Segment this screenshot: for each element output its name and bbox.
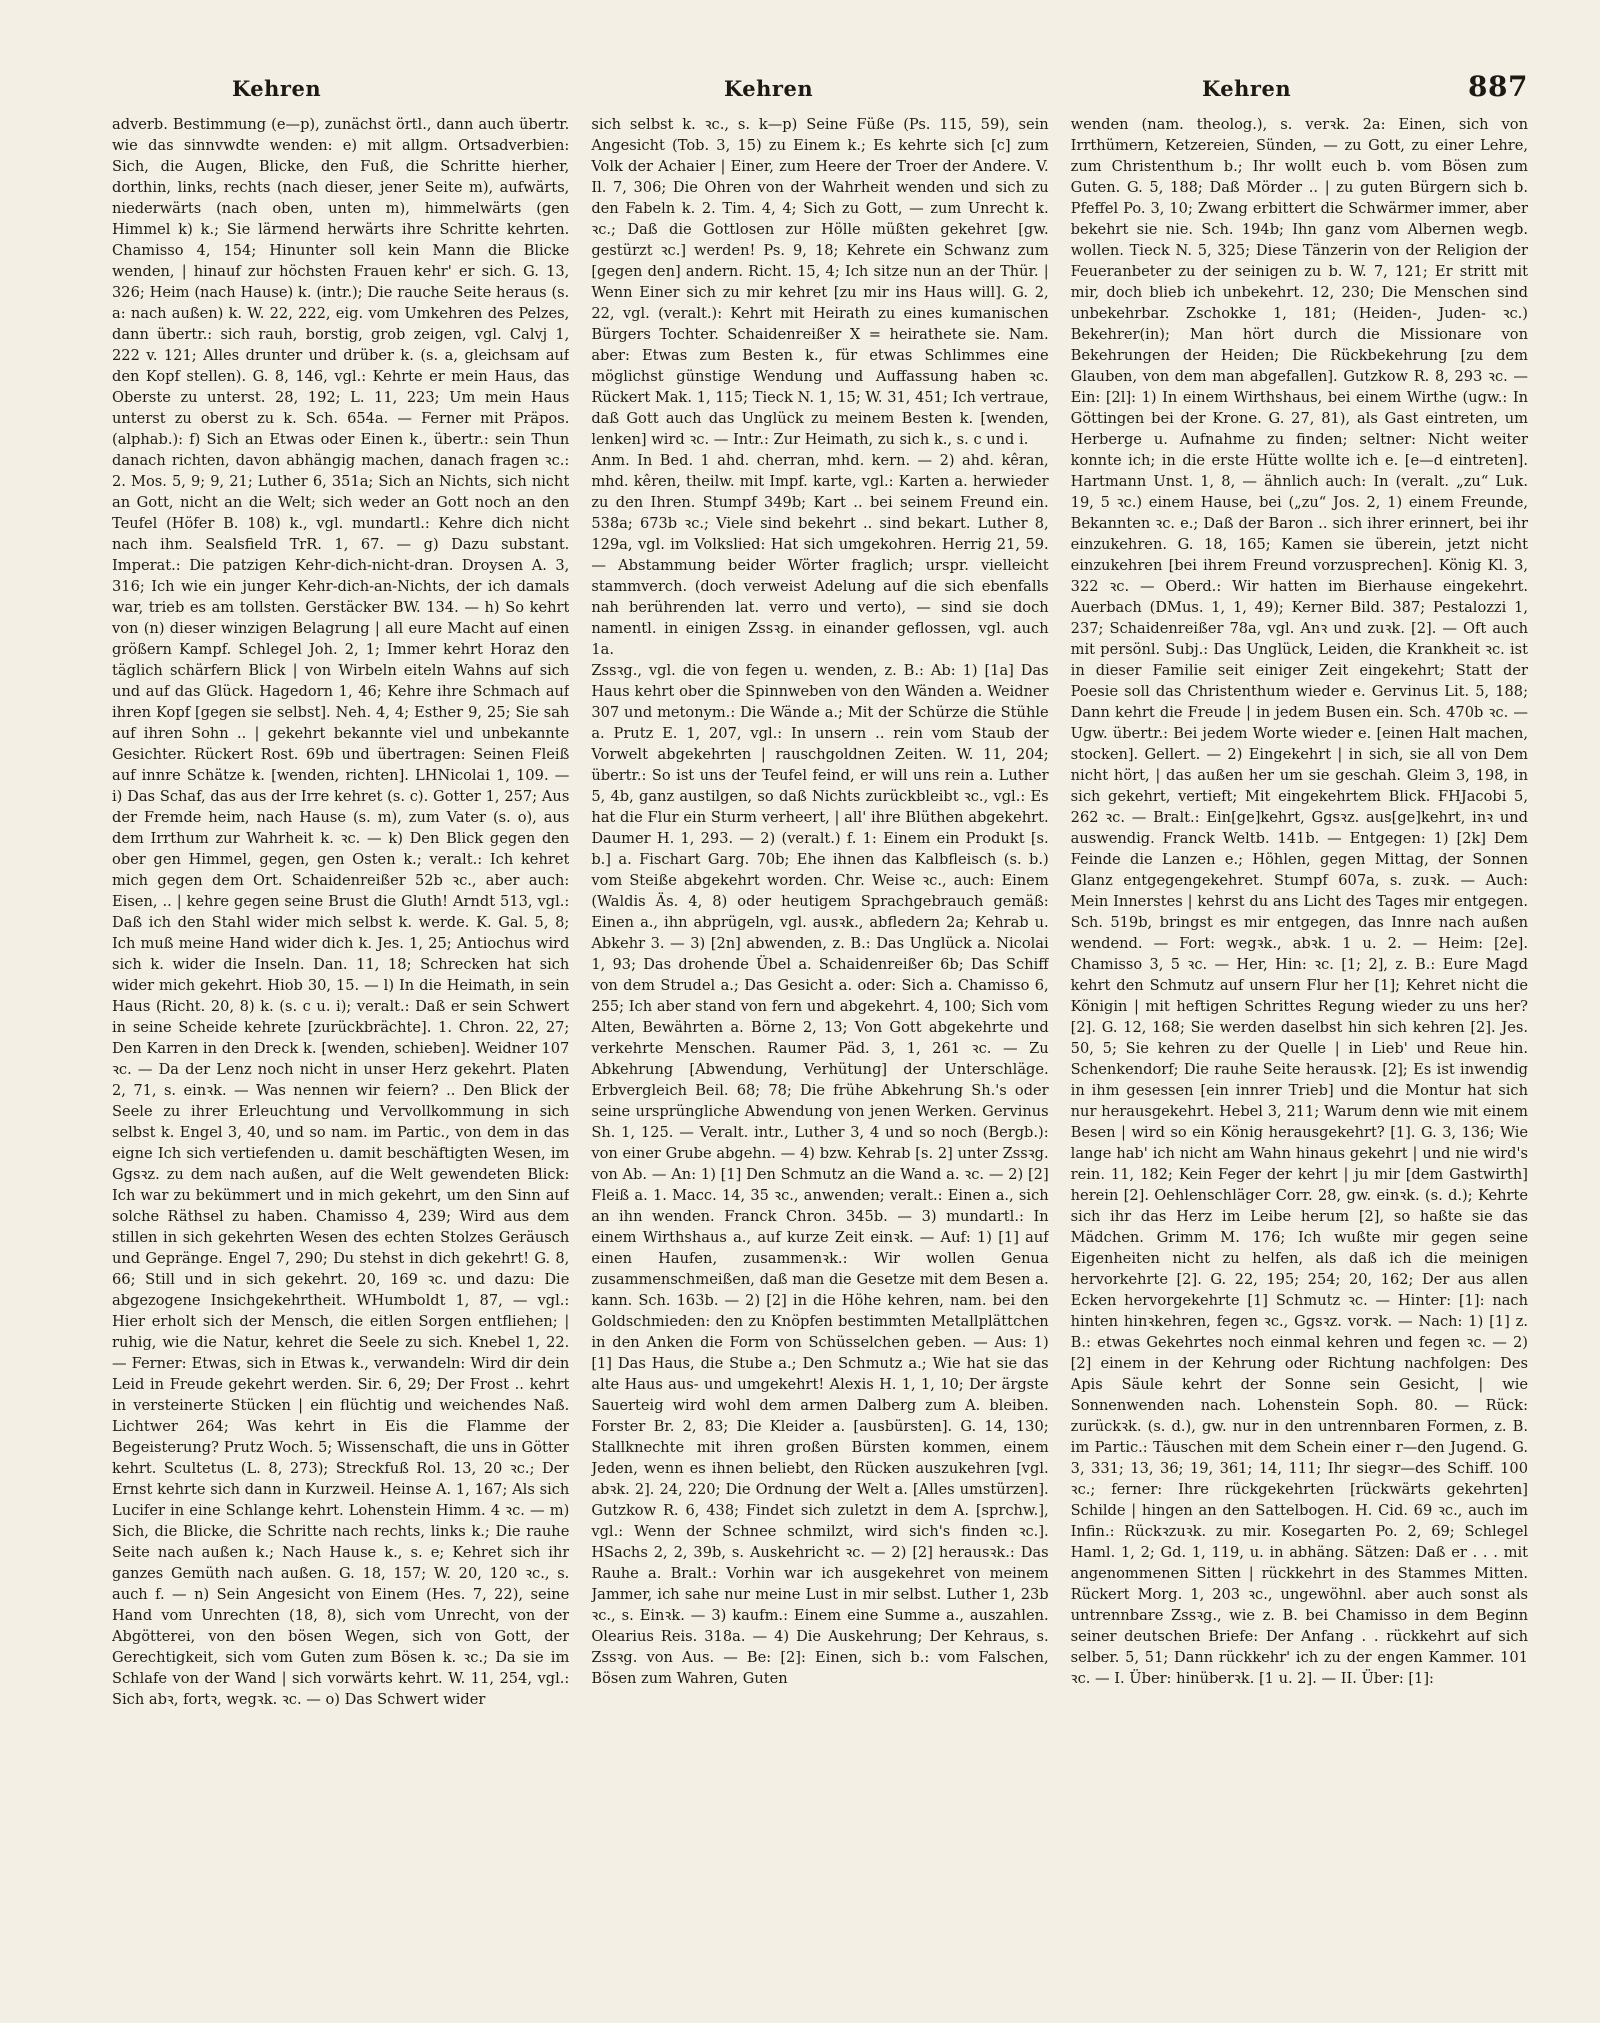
running-head-center: Kehren: [724, 76, 814, 101]
column-middle-text-1: sich selbst k. ꝛc., s. k—p) Seine Füße (Ps. 115, 59), sein Angesicht (Tob. 3, 15) zu Einem k.; Es kehrte sich [c] zum Volk der Achaier | Einer, zum Heere der Troer der Andere. V. Il. 7, 306; Die Ohren von der Wahrheit wenden und sich zu den Fabeln k. 2. Tim. 4, 4; Sich zu Gott, — zum Unrecht k. ꝛc.; Daß die Gottlosen zur Hölle müßten gekehret [gw. gestürzt ꝛc.] werden! Ps. 9, 18; Kehrete ein Schwanz zum [gegen den] andern. Richt. 15, 4; Ich sitze nun an der Thür. | Wenn Einer sich zu mir kehret [zu mir ins Haus will]. G. 2, 22, vgl. (veralt.): Kehrt mit Heirath zu eines kumanischen Bürgers Tochter. Schaidenreißer X = heirathete sie. Nam. aber: Etwas zum Besten k., für etwas Schlimmes eine möglichst günstige Wendung und Auffassung haben ꝛc. Rückert Mak. 1, 115; Tieck N. 1, 15; W. 31, 451; Ich vertraue, daß Gott auch das Unglück zu meinem Besten k. [wenden, lenken] wird ꝛc. — Intr.: Zur Heimath, zu sich k., s. c und i.: [591, 116, 1049, 448]
column-middle-text-3: Zssꝛg., vgl. die von fegen u. wenden, z. B.: Ab: 1) [1a] Das Haus kehrt ober die Spinnweben von den Wänden a. Weidner 307 und metonym.: Die Wände a.; Mit der Schürze die Stühle a. Prutz E. 1, 207, vgl.: In unsern .. rein vom Staub der Vorwelt abgekehrten | rauschgoldnen Zeiten. W. 11, 204; übertr.: So ist uns der Teufel feind, er will uns rein a. Luther 5, 4b, ganz austilgen, so daß Nichts zurückbleibt ꝛc., vgl.: Es hat die Flur ein Sturm verheert, | all' ihre Blüthen abgekehrt. Daumer H. 1, 293. — 2) (veralt.) f. 1: Einem ein Produkt [s. b.] a. Fischart Garg. 70b; Ehe ihnen das Kalbfleisch (s. b.) vom Steiße abgekehrt worden. Chr. Weise ꝛc., auch: Einem (Waldis Äs. 4, 8) oder heutigem Sprachgebrauch gemäß: Einen a., ihn abprügeln, vgl. ausꝛk., abfledern 2a; Kehrab u. Abkehr 3. — 3) [2n] abwenden, z. B.: Das Unglück a. Nicolai 1, 93; Das drohende Übel a. Schaidenreißer 6b; Das Schiff von dem Strudel a.; Das Gesicht a. oder: Sich a. Chamisso 6, 255; Ich aber stand von fern und abgekehrt. 4, 100; Sich vom Alten, Bewährten a. Börne 2, 13; Von Gott abgekehrte und verkehrte Menschen. Raumer Päd. 3, 1, 261 ꝛc. — Zu Abkehrung [Abwendung, Verhütung] der Unterschläge. Erbvergleich Beil. 68; 78; Die frühe Abkehrung Sh.'s oder seine ursprüngliche Abwendung von jenen Werken. Gervinus Sh. 1, 125. — Veralt. intr., Luther 3, 4 und so noch (Bergb.): von einer Grube abgehn. — 4) bzw. Kehrab [s. 2] unter Zssꝛg. von Ab. — An: 1) [1] Den Schmutz an die Wand a. ꝛc. — 2) [2] Fleiß a. 1. Macc. 14, 35 ꝛc., anwenden; veralt.: Einen a., sich an ihn wenden. Franck Chron. 345b. — 3) mundartl.: In einem Wirthshaus a., auf kurze Zeit einꝛk. — Auf: 1) [1] auf einen Haufen, zusammenꝛk.: Wir wollen Genua zusammenschmeißen, daß man die Gesetze mit dem Besen a. kann. Sch. 163b. — 2) [2] in die Höhe kehren, nam. bei den Goldschmieden: den zu Knöpfen bestimmten Metallplättchen in den Anken die Form von Schüsselchen geben. — Aus: 1) [1] Das Haus, die Stube a.; Den Schmutz a.; Wie hat sie das alte Haus aus- und umgekehrt! Alexis H. 1, 1, 10; Der ärgste Sauerteig wird wohl dem armen Dalberg zum A. bleiben. Forster Br. 2, 83; Die Kleider a. [ausbürsten]. G. 14, 130; Stallknechte mit ihren großen Bürsten kommen, einem Jeden, wenn es ihnen beliebt, den Rücken auszukehren [vgl. abꝛk. 2]. 24, 220; Die Ordnung der Welt a. [Alles umstürzen]. Gutzkow R. 6, 438; Findet sich zuletzt in dem A. [sprchw.], vgl.: Wenn der Schnee schmilzt, wird sich's finden ꝛc.]. HSachs 2, 2, 39b, s. Auskehricht ꝛc. — 2) [2] herausꝛk.: Das Rauhe a. Bralt.: Vorhin war ich ausgekehret von meinem Jammer, ich sahe nur meine Lust in mir selbst. Luther 1, 23b ꝛc., s. Einꝛk. — 3) kaufm.: Einem eine Summe a., auszahlen. Olearius Reis. 318a. — 4) Die Auskehrung; Der Kehraus, s. Zssꝛg. von Aus. — Be: [2]: Einen, sich b.: vom Falschen, Bösen zum Wahren, Guten: [591, 662, 1049, 1687]
column-right: [1071, 114, 1528, 1994]
running-head-left: Kehren: [232, 76, 322, 101]
column-right-text: wenden (nam. theolog.), s. verꝛk. 2a: Einen, sich von Irrthümern, Ketzereien, Sünden, — zu Gott, zu einer Lehre, zum Christenthum b.; Ihr wollt euch b. vom Bösen zum Guten. G. 5, 188; Daß Mörder .. | zu guten Bürgern sich b. Pfeffel Po. 3, 10; Zwang erbittert die Schwärmer immer, aber bekehrt sie nie. Sch. 194b; Ihn ganz vom Albernen wegb. wollen. Tieck N. 5, 325; Diese Tänzerin von der Religion der Feueranbeter zu der seinigen zu b. W. 7, 121; Er stritt mit mir, doch blieb ich unbekehrt. 12, 230; Die Menschen sind unbekehrbar. Zschokke 1, 181; (Heiden-, Juden- ꝛc.) Bekehrer(in); Man hört durch die Missionare von Bekehrungen der Heiden; Die Rückbekehrung [zu dem Glauben, von dem man abgefallen]. Gutzkow R. 8, 293 ꝛc. — Ein: [2l]: 1) In einem Wirthshaus, bei einem Wirthe (ugw.: In Göttingen bei der Krone. G. 27, 81), als Gast eintreten, um Herberge u. Aufnahme zu finden; seltner: Nicht weiter konnte ich; in die erste Hütte wollte ich e. [e—d eintreten]. Hartmann Unst. 1, 8, — ähnlich auch: In (veralt. „zu“ Luk. 19, 5 ꝛc.) einem Hause, bei („zu“ Jos. 2, 1) einem Freunde, Bekannten ꝛc. e.; Daß der Baron .. sich ihrer erinnert, bei ihr einzukehren. G. 18, 165; Kamen sie überein, jetzt nicht einzukehren [bei ihrem Freund vorzusprechen]. König Kl. 3, 322 ꝛc. — Oberd.: Wir hatten im Bierhause eingekehrt. Auerbach (DMus. 1, 1, 49); Kerner Bild. 387; Pestalozzi 1, 237; Schaidenreißer 78a, vgl. Anꝛ und zuꝛk. [2]. — Oft auch mit persönl. Subj.: Das Unglück, Leiden, die Krankheit ꝛc. ist in dieser Familie seit einiger Zeit eingekehrt; Statt der Poesie soll das Christenthum wieder e. Gervinus Lit. 5, 188; Dann kehrt die Freude | in jedem Busen ein. Sch. 470b ꝛc. — Ugw. übertr.: Bei jedem Worte wieder e. [einen Halt machen, stocken]. Gellert. — 2) Eingekehrt | in sich, sie all von Dem nicht hört, | das außen her um sie geschah. Gleim 3, 198, in sich gekehrt, vertieft; Mit eingekehrtem Blick. FHJacobi 5, 262 ꝛc. — Bralt.: Ein[ge]kehrt, Ggsꝛz. aus[ge]kehrt, inꝛ und auswendig. Franck Weltb. 141b. — Entgegen: 1) [2k] Dem Feinde die Lanzen e.; Höhlen, gegen Mittag, der Sonnen Glanz entgegengekehret. Stumpf 607a, s. zuꝛk. — Auch: Mein Innerstes | kehrst du ans Licht des Tages mir entgegen. Sch. 519b, bringst es mir entgegen, das Innre nach außen wendend. — Fort: wegꝛk., abꝛk. 1 u. 2. — Heim: [2e]. Chamisso 3, 5 ꝛc. — Her, Hin: ꝛc. [1; 2], z. B.: Eure Magd kehrt den Schmutz auf unsern Flur her [1]; Kehret nicht die Königin | mit heftigen Schrittes Regung wieder zu uns her? [2]. G. 12, 168; Sie werden daselbst hin sich kehren [2]. Jes. 50, 5; Sie kehren zu der Quelle | in Lieb' und Reue hin. Schenkendorf; Die rauhe Seite herausꝛk. [2]; Es ist inwendig in ihm gesessen [ein innrer Trieb] und die Montur hat sich nur herausgekehrt. Hebel 3, 211; Warum denn wie mit einem Besen | wird so ein König herausgekehrt? [1]. G. 3, 136; Wie lange hab' ich nicht am Wahn hinaus gekehrt | und nie wird's rein. 11, 182; Kein Feger der kehrt | ju mir [dem Gastwirth] herein [2]. Oehlenschläger Corr. 28, gw. einꝛk. (s. d.); Kehrte sich ihr das Herz im Leibe herum [2], so haßte sie das Mädchen. Grimm M. 176; Ich wußte mir gegen seine Eigenheiten nicht zu helfen, als daß ich die meinigen hervorkehrte [2]. G. 22, 195; 254; 20, 162; Der aus allen Ecken hervorgekehrte [1] Schmutz ꝛc. — Hinter: [1]: nach hinten hinꝛkehren, fegen ꝛc., Ggsꝛz. vorꝛk. — Nach: 1) [1] z. B.: etwas Gekehrtes noch einmal kehren und fegen ꝛc. — 2) [2] einem in der Kehrung oder Richtung nachfolgen: Des Apis Säule kehrt der Sonne sein Gesicht, | wie Sonnenwenden nach. Lohenstein Soph. 80. — Rück: zurückꝛk. (s. d.), gw. nur in den untrennbaren Formen, z. B. im Partic.: Täuschen mit dem Schein einer r—den Jugend. G. 3, 331; 13, 36; 19, 361; 14, 111; Ihr siegꝛr—des Schiff. 100 ꝛc.; ferner: Ihre rückgekehrten [rückwärts gekehrten] Schilde | hingen an den Sattelbogen. H. Cid. 69 ꝛc., auch im Infin.: Rückꝛzuꝛk. zu mir. Kosegarten Po. 2, 69; Schlegel Haml. 1, 2; Gd. 1, 119, u. in abhäng. Sätzen: Daß er . . . mit angenommenen Sitten | rückkehrt in des Stammes Mitten. Rückert Morg. 1, 203 ꝛc., ungewöhnl. aber auch sonst als untrennbare Zssꝛg., wie z. B. bei Chamisso in dem Beginn seiner deutschen Briefe: Der Anfang . . rückkehrt auf sich selber. 5, 51; Dann rückkehr' ich zu der engen Kammer. 101 ꝛc. — I. Über: hinüberꝛk. [1 u. 2]. — II. Über: [1]:: [1070, 116, 1528, 1687]
page-header: [112, 70, 1528, 114]
column-left: [112, 114, 569, 1994]
running-head-right: Kehren: [1202, 76, 1292, 101]
column-middle: [591, 114, 1048, 1994]
column-middle-text-2: Anm. In Bed. 1 ahd. cherran, mhd. kern. — 2) ahd. kêran, mhd. kêren, theilw. mit Impf. karte, vgl.: Karten a. herwieder zu den Ihren. Stumpf 349b; Kart .. bei seinem Freund ein. 538a; 673b ꝛc.; Viele sind bekehrt .. sind bekart. Luther 8, 129a, vgl. im Volkslied: Hat sich umgekohren. Herrig 21, 59. — Abstammung beider Wörter fraglich; urspr. vielleicht stammverch. (doch verweist Adelung auf die sich ebenfalls nah berührenden lat. verro und verto), — sind sie doch namentl. in einigen Zssꝛg. in einander geflossen, vgl. auch 1a.: [591, 452, 1049, 658]
text-columns: [112, 114, 1528, 1994]
column-left-text: adverb. Bestimmung (e—p), zunächst örtl., dann auch übertr. wie das sinnvwdte wenden: e) mit allgm. Ortsadverbien: Sich, die Augen, Blicke, den Fuß, die Schritte hierher, dorthin, links, rechts (nach dieser, jener Seite m), aufwärts, niederwärts (nach oben, unten m), himmelwärts (gen Himmel k) k.; Sie lärmend herwärts ihre Schritte kehrten. Chamisso 4, 154; Hinunter soll kein Mann die Blicke wenden, | hinauf zur höchsten Frauen kehr' er sich. G. 13, 326; Heim (nach Hause) k. (intr.); Die rauche Seite heraus (s. a: nach außen) k. W. 22, 222, eig. vom Umkehren des Pelzes, dann übertr.: sich rauh, borstig, grob zeigen, vgl. Calvj 1, 222 v. 121; Alles drunter und drüber k. (s. a, gleichsam auf den Kopf stellen). G. 8, 146, vgl.: Kehrte er mein Haus, das Oberste zu unterst. 28, 192; L. 11, 223; Um mein Haus unterst zu oberst zu k. Sch. 654a. — Ferner mit Präpos. (alphab.): f) Sich an Etwas oder Einen k., übertr.: sein Thun danach richten, davon abhängig machen, danach fragen ꝛc.: 2. Mos. 5, 9; 9, 21; Luther 6, 351a; Sich an Nichts, sich nicht an Gott, nicht an die Welt; sich weder an Gott noch an den Teufel (Höfer B. 108) k., vgl. mundartl.: Kehre dich nicht nach ihm. Sealsfield TrR. 1, 67. — g) Dazu substant. Imperat.: Die patzigen Kehr-dich-nicht-dran. Droysen A. 3, 316; Ich wie ein junger Kehr-dich-an-Nichts, der ich damals war, trieb es am tollsten. Gerstäcker BW. 134. — h) So kehrt von (n) dieser winzigen Belagrung | all eure Macht auf einen größern Kampf. Schlegel Joh. 2, 1; Immer kehrt Horaz den täglich schärfern Blick | von Wirbeln eiteln Wahns auf sich und auf das Glück. Hagedorn 1, 46; Kehre ihre Schmach auf ihren Kopf [gegen sie selbst]. Neh. 4, 4; Esther 9, 25; Sie sah auf ihren Sohn .. | gekehrt bekannte viel und unbekannte Gesichter. Rückert Rost. 69b und übertragen: Seinen Fleiß auf innre Schätze k. [wenden, richten]. LHNicolai 1, 109. — i) Das Schaf, das aus der Irre kehret (s. c). Gotter 1, 257; Aus der Fremde heim, nach Hause (s. m), zum Vater (s. o), aus dem Irrthum zur Wahrheit k. ꝛc. — k) Den Blick gegen den ober gen Himmel, gegen, gen Osten k.; veralt.: Ich kehret mich gegen dem Ort. Schaidenreißer 52b ꝛc., aber auch: Eisen, .. | kehre gegen seine Brust die Gluth! Arndt 513, vgl.: Daß ich den Stahl wider mich selbst k. werde. K. Gal. 5, 8; Ich muß meine Hand wider dich k. Jes. 1, 25; Antiochus wird sich k. wider die Inseln. Dan. 11, 18; Schrecken hat sich wider mich gekehrt. Hiob 30, 15. — l) In die Heimath, in sein Haus (Richt. 20, 8) k. (s. c u. i); veralt.: Daß er sein Schwert in seine Scheide kehrete [zurückbrächte]. 1. Chron. 22, 27; Den Karren in den Dreck k. [wenden, schieben]. Weidner 107 ꝛc. — Da der Lenz noch nicht in unser Herz gekehrt. Platen 2, 71, s. einꝛk. — Was nennen wir feiern? .. Den Blick der Seele zu ihrer Erleuchtung und Vervollkommung in sich selbst k. Engel 3, 40, und so nam. im Partic., von dem in das eigne Ich sich vertiefenden u. damit beschäftigten Wesen, im Ggsꝛz. zu dem nach außen, auf die Welt gewendeten Blick: Ich war zu bekümmert und in mich gekehrt, um den Sinn auf solche Räthsel zu haben. Chamisso 4, 239; Wird aus dem stillen in sich gekehrten Wesen des echten Stolzes Geräusch und Gepränge. Engel 7, 290; Du stehst in dich gekehrt! G. 8, 66; Still und in sich gekehrt. 20, 169 ꝛc. und dazu: Die abgezogene Insichgekehrtheit. WHumboldt 1, 87, — vgl.: Hier erholt sich der Mensch, die eitlen Sorgen entfliehen; | ruhig, wie die Natur, kehret die Seele zu sich. Knebel 1, 22. — Ferner: Etwas, sich in Etwas k., verwandeln: Wird dir dein Leid in Freude gekehrt werden. Sir. 6, 29; Der Frost .. kehrt in versteinerte Stücken | ein flüchtig und weichendes Naß. Lichtwer 264; Was kehrt in Eis die Flamme der Begeisterung? Prutz Woch. 5; Wissenschaft, die uns in Götter kehrt. Scultetus (L. 8, 273); Streckfuß Rol. 13, 20 ꝛc.; Der Ernst kehrte sich dann in Kurzweil. Heinse A. 1, 167; Als sich Lucifer in eine Schlange kehrt. Lohenstein Himm. 4 ꝛc. — m) Sich, die Blicke, die Schritte nach rechts, links k.; Die rauhe Seite nach außen k.; Nach Hause k., s. e; Kehret sich ihr ganzes Gemüth nach außen. G. 18, 157; W. 20, 120 ꝛc., s. auch f. — n) Sein Angesicht von Einem (Hes. 7, 22), seine Hand vom Unrechten (18, 8), sich vom Unrecht, von der Abgötterei, von den bösen Wegen, sich von Gott, der Gerechtigkeit, sich vom Guten zum Bösen k. ꝛc.; Da sie im Schlafe von der Wand | sich vorwärts kehrt. W. 11, 254, vgl.: Sich abꝛ, fortꝛ, wegꝛk. ꝛc. — o) Das Schwert wider: [112, 116, 570, 1708]
page-number: 887: [1468, 70, 1528, 103]
